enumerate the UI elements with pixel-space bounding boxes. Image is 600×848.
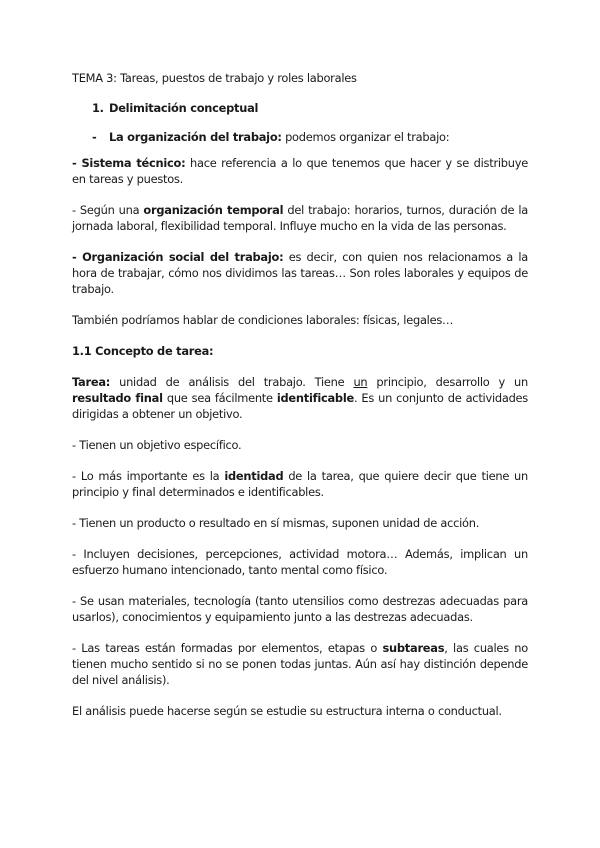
subsection-heading-tarea: 1.1 Concepto de tarea: xyxy=(72,344,214,358)
identificable-term: identificable xyxy=(276,391,354,405)
social-text: es decir, con quien nos relacionamos a la hora de trabajar, cómo nos dividimos las tareas… Son roles laborales y equipos de trabajo. xyxy=(72,250,528,296)
organizacion-social-paragraph xyxy=(72,249,528,297)
bullet-producto: - Tienen un producto o resultado en sí mismas, suponen unidad de acción. xyxy=(72,516,480,530)
section-heading-delimitacion xyxy=(72,100,528,116)
identidad-term: identidad xyxy=(224,469,284,483)
bullet-identidad xyxy=(72,468,528,500)
condiciones-paragraph: También podríamos hablar de condiciones laborales: físicas, legales… xyxy=(72,313,454,327)
organizacion-text: podemos organizar el trabajo: xyxy=(281,130,450,144)
document-page xyxy=(72,70,528,734)
temporal-text: del trabajo: horarios, turnos, duración de la jornada laboral, flexibilidad temporal. Influye mucho en la vida de las personas. xyxy=(72,203,528,233)
temporal-term: organización temporal xyxy=(143,203,284,217)
analisis-paragraph: El análisis puede hacerse según se estudie su estructura interna o conductual. xyxy=(72,704,502,718)
sistema-tecnico-term: - Sistema técnico: xyxy=(72,156,186,170)
organizacion-temporal-paragraph xyxy=(72,202,528,234)
tarea-term: Tarea: xyxy=(72,375,111,389)
tarea-underlined: un xyxy=(353,375,368,389)
tarea-text-1: unidad de análisis del trabajo. Tiene xyxy=(110,375,354,389)
resultado-final-term: resultado final xyxy=(72,391,163,405)
bullet-materiales: - Se usan materiales, tecnología (tanto utensilios como destrezas adecuadas para usarlos), conocimientos y equipamiento junto a las destrezas adecuadas. xyxy=(72,594,528,624)
identidad-text: de la tarea, que quiere decir que tiene un principio y final determinados e identificables. xyxy=(72,469,528,499)
sistema-tecnico-paragraph xyxy=(72,155,528,187)
tarea-text-3: que sea fácilmente xyxy=(162,391,277,405)
section-number: 1. xyxy=(92,101,104,115)
dash-marker: - xyxy=(92,130,97,144)
social-term: - Organización social del trabajo: xyxy=(72,250,284,264)
subtareas-prefix: - Las tareas están formadas por elementos, etapas o xyxy=(72,641,383,655)
organizacion-item xyxy=(72,129,528,145)
tarea-definition-paragraph xyxy=(72,374,528,422)
subtareas-term: subtareas xyxy=(382,641,445,655)
identidad-prefix: - Lo más importante es la xyxy=(72,469,225,483)
tarea-text-4: . Es un conjunto de actividades dirigidas a obtener un objetivo. xyxy=(72,391,528,421)
organizacion-term: La organización del trabajo: xyxy=(109,130,282,144)
section-label: Delimitación conceptual xyxy=(109,101,259,115)
bullet-objetivo: - Tienen un objetivo específico. xyxy=(72,438,242,452)
bullet-decisiones: - Incluyen decisiones, percepciones, actividad motora… Además, implican un esfuerzo humano intencionado, tanto mental como físico. xyxy=(72,547,528,577)
temporal-prefix: - Según una xyxy=(72,203,144,217)
subtareas-text: , las cuales no tienen mucho sentido si no se ponen todas juntas. Aún así hay distinción depende del nivel análisis). xyxy=(72,641,528,687)
tarea-text-2: principio, desarrollo y un xyxy=(367,375,528,389)
sistema-tecnico-text: hace referencia a lo que tenemos que hacer y se distribuye en tareas y puestos. xyxy=(72,156,528,186)
document-title: TEMA 3: Tareas, puestos de trabajo y roles laborales xyxy=(72,71,357,85)
bullet-subtareas xyxy=(72,640,528,688)
